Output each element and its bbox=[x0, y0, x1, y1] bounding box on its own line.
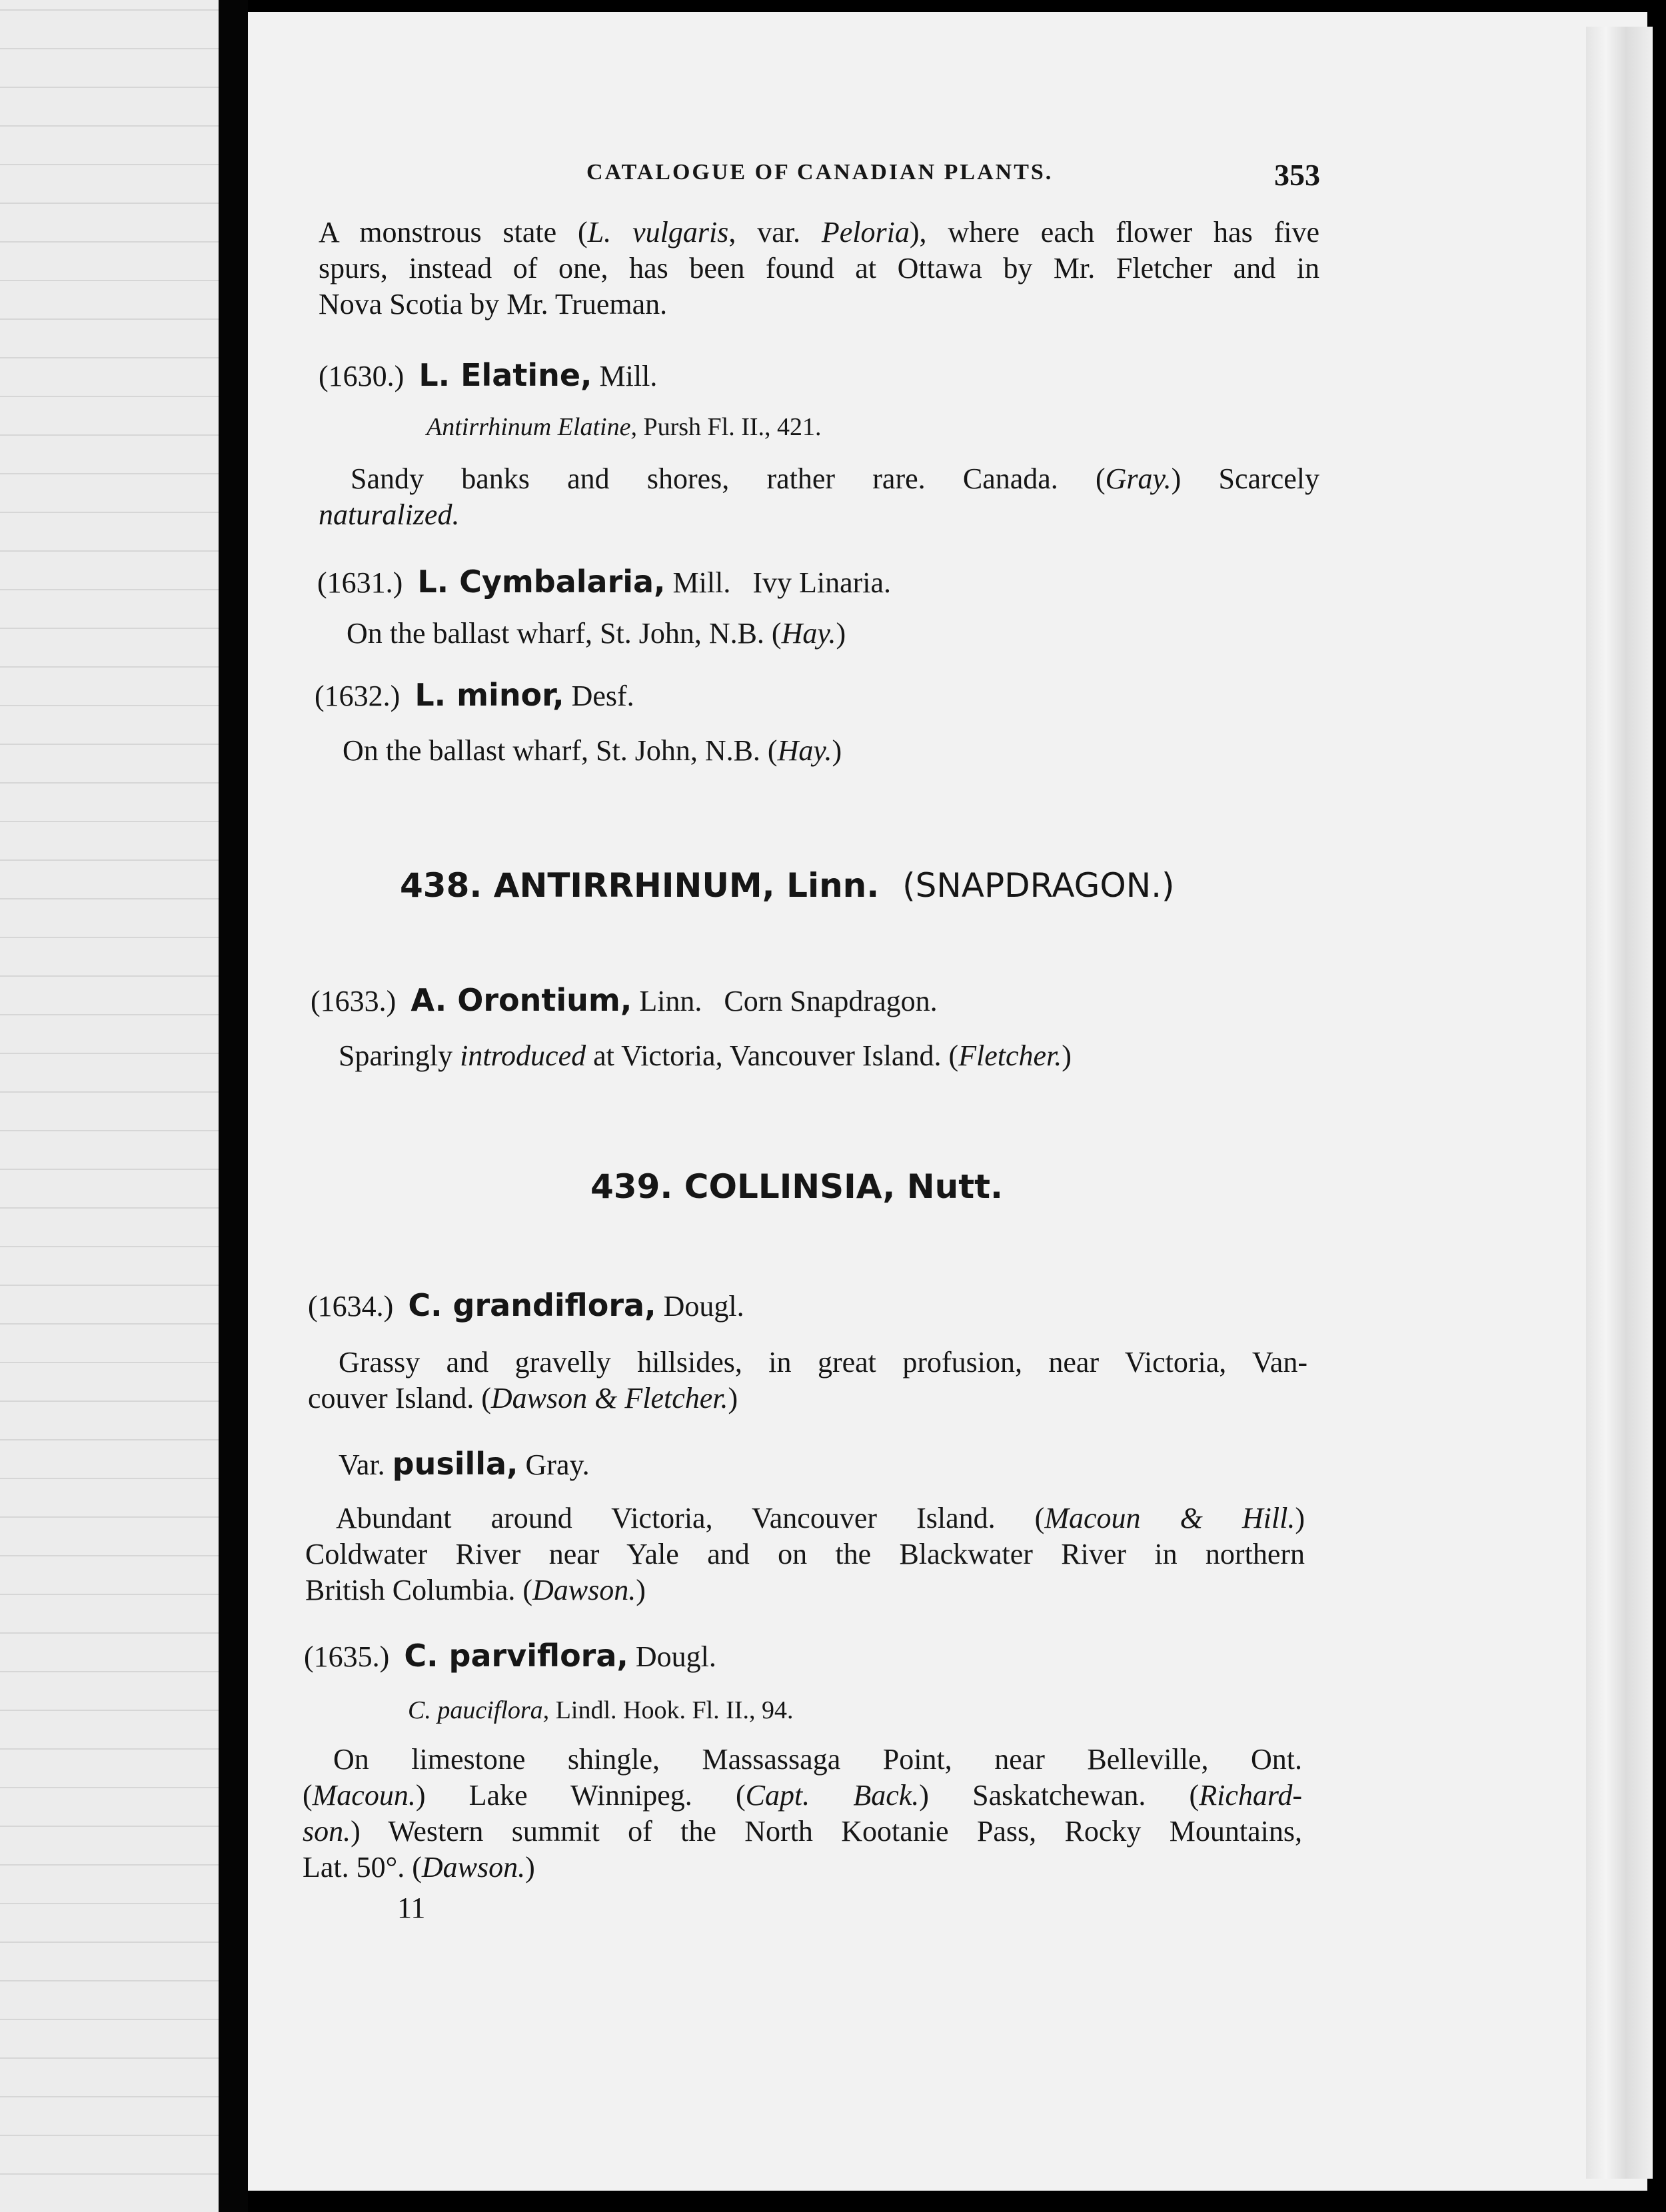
variety-pusilla-habitat: Abundant around Victoria, Vancouver Island. (Macoun & Hill.) Coldwater River near Yale and on the Blackwater River in northern British Columbia. (Dawson.) bbox=[305, 1502, 1305, 1606]
entry-1635-habitat: On limestone shingle, Massassaga Point, near Belleville, Ont. (Macoun.) Lake Winnipeg. (Capt. Back.) Saskatchewan. (Richard- son.) Western summit of the North Kootanie Pass, Rocky Mountains, Lat. 50°. (Dawson.) bbox=[303, 1743, 1302, 1884]
entry-1631-heading: (1631.) L. Cymbalaria, Mill. Ivy Linaria. bbox=[317, 564, 892, 600]
entry-1630-habitat: Sandy banks and shores, rather rare. Canada. (Gray.) Scarcely naturalized. bbox=[319, 462, 1319, 531]
entry-1635-heading: (1635.) C. parviflora, Dougl. bbox=[304, 1638, 716, 1674]
entry-1635-synonym: C. pauciflora, Lindl. Hook. Fl. II., 94. bbox=[408, 1696, 794, 1724]
book-gutter bbox=[219, 0, 248, 2212]
page-edges bbox=[1586, 27, 1653, 2179]
running-head: CATALOGUE OF CANADIAN PLANTS. bbox=[586, 160, 1054, 185]
intro-line-1: A monstrous state (L. vulgaris, var. Peloria), where each flower has five bbox=[319, 216, 1319, 249]
intro-line-2: spurs, instead of one, has been found at Ottawa by Mr. Fletcher and in bbox=[319, 252, 1319, 284]
entry-1633-heading: (1633.) A. Orontium, Linn. Corn Snapdragon. bbox=[311, 982, 938, 1018]
entry-1634-heading: (1634.) C. grandiflora, Dougl. bbox=[308, 1287, 744, 1323]
signature-mark: 11 bbox=[397, 1892, 426, 1924]
page-number: 353 bbox=[1274, 158, 1320, 192]
intro-paragraph bbox=[319, 215, 1319, 322]
entry-1633-habitat: Sparingly introduced at Victoria, Vancouver Island. (Fletcher.) bbox=[339, 1039, 1072, 1072]
entry-1632-habitat: On the ballast wharf, St. John, N.B. (Hay.) bbox=[343, 734, 842, 767]
variety-pusilla-heading: Var. pusilla, Gray. bbox=[339, 1446, 590, 1482]
entry-1630-heading: (1630.) L. Elatine, Mill. bbox=[319, 357, 658, 393]
genus-438-heading: 438. ANTIRRHINUM, Linn. (SNAPDRAGON.) bbox=[400, 866, 1175, 905]
genus-439-heading: 439. COLLINSIA, Nutt. bbox=[590, 1167, 1004, 1206]
intro-line-3: Nova Scotia by Mr. Trueman. bbox=[319, 288, 668, 320]
entry-1631-habitat: On the ballast wharf, St. John, N.B. (Hay.) bbox=[347, 617, 846, 650]
entry-1632-heading: (1632.) L. minor, Desf. bbox=[315, 677, 634, 713]
facing-page bbox=[0, 0, 219, 2212]
entry-1634-habitat: Grassy and gravelly hillsides, in great profusion, near Victoria, Van- couver Island. (Dawson & Fletcher.) bbox=[308, 1346, 1307, 1414]
entry-1630-synonym: Antirrhinum Elatine, Pursh Fl. II., 421. bbox=[426, 413, 822, 441]
